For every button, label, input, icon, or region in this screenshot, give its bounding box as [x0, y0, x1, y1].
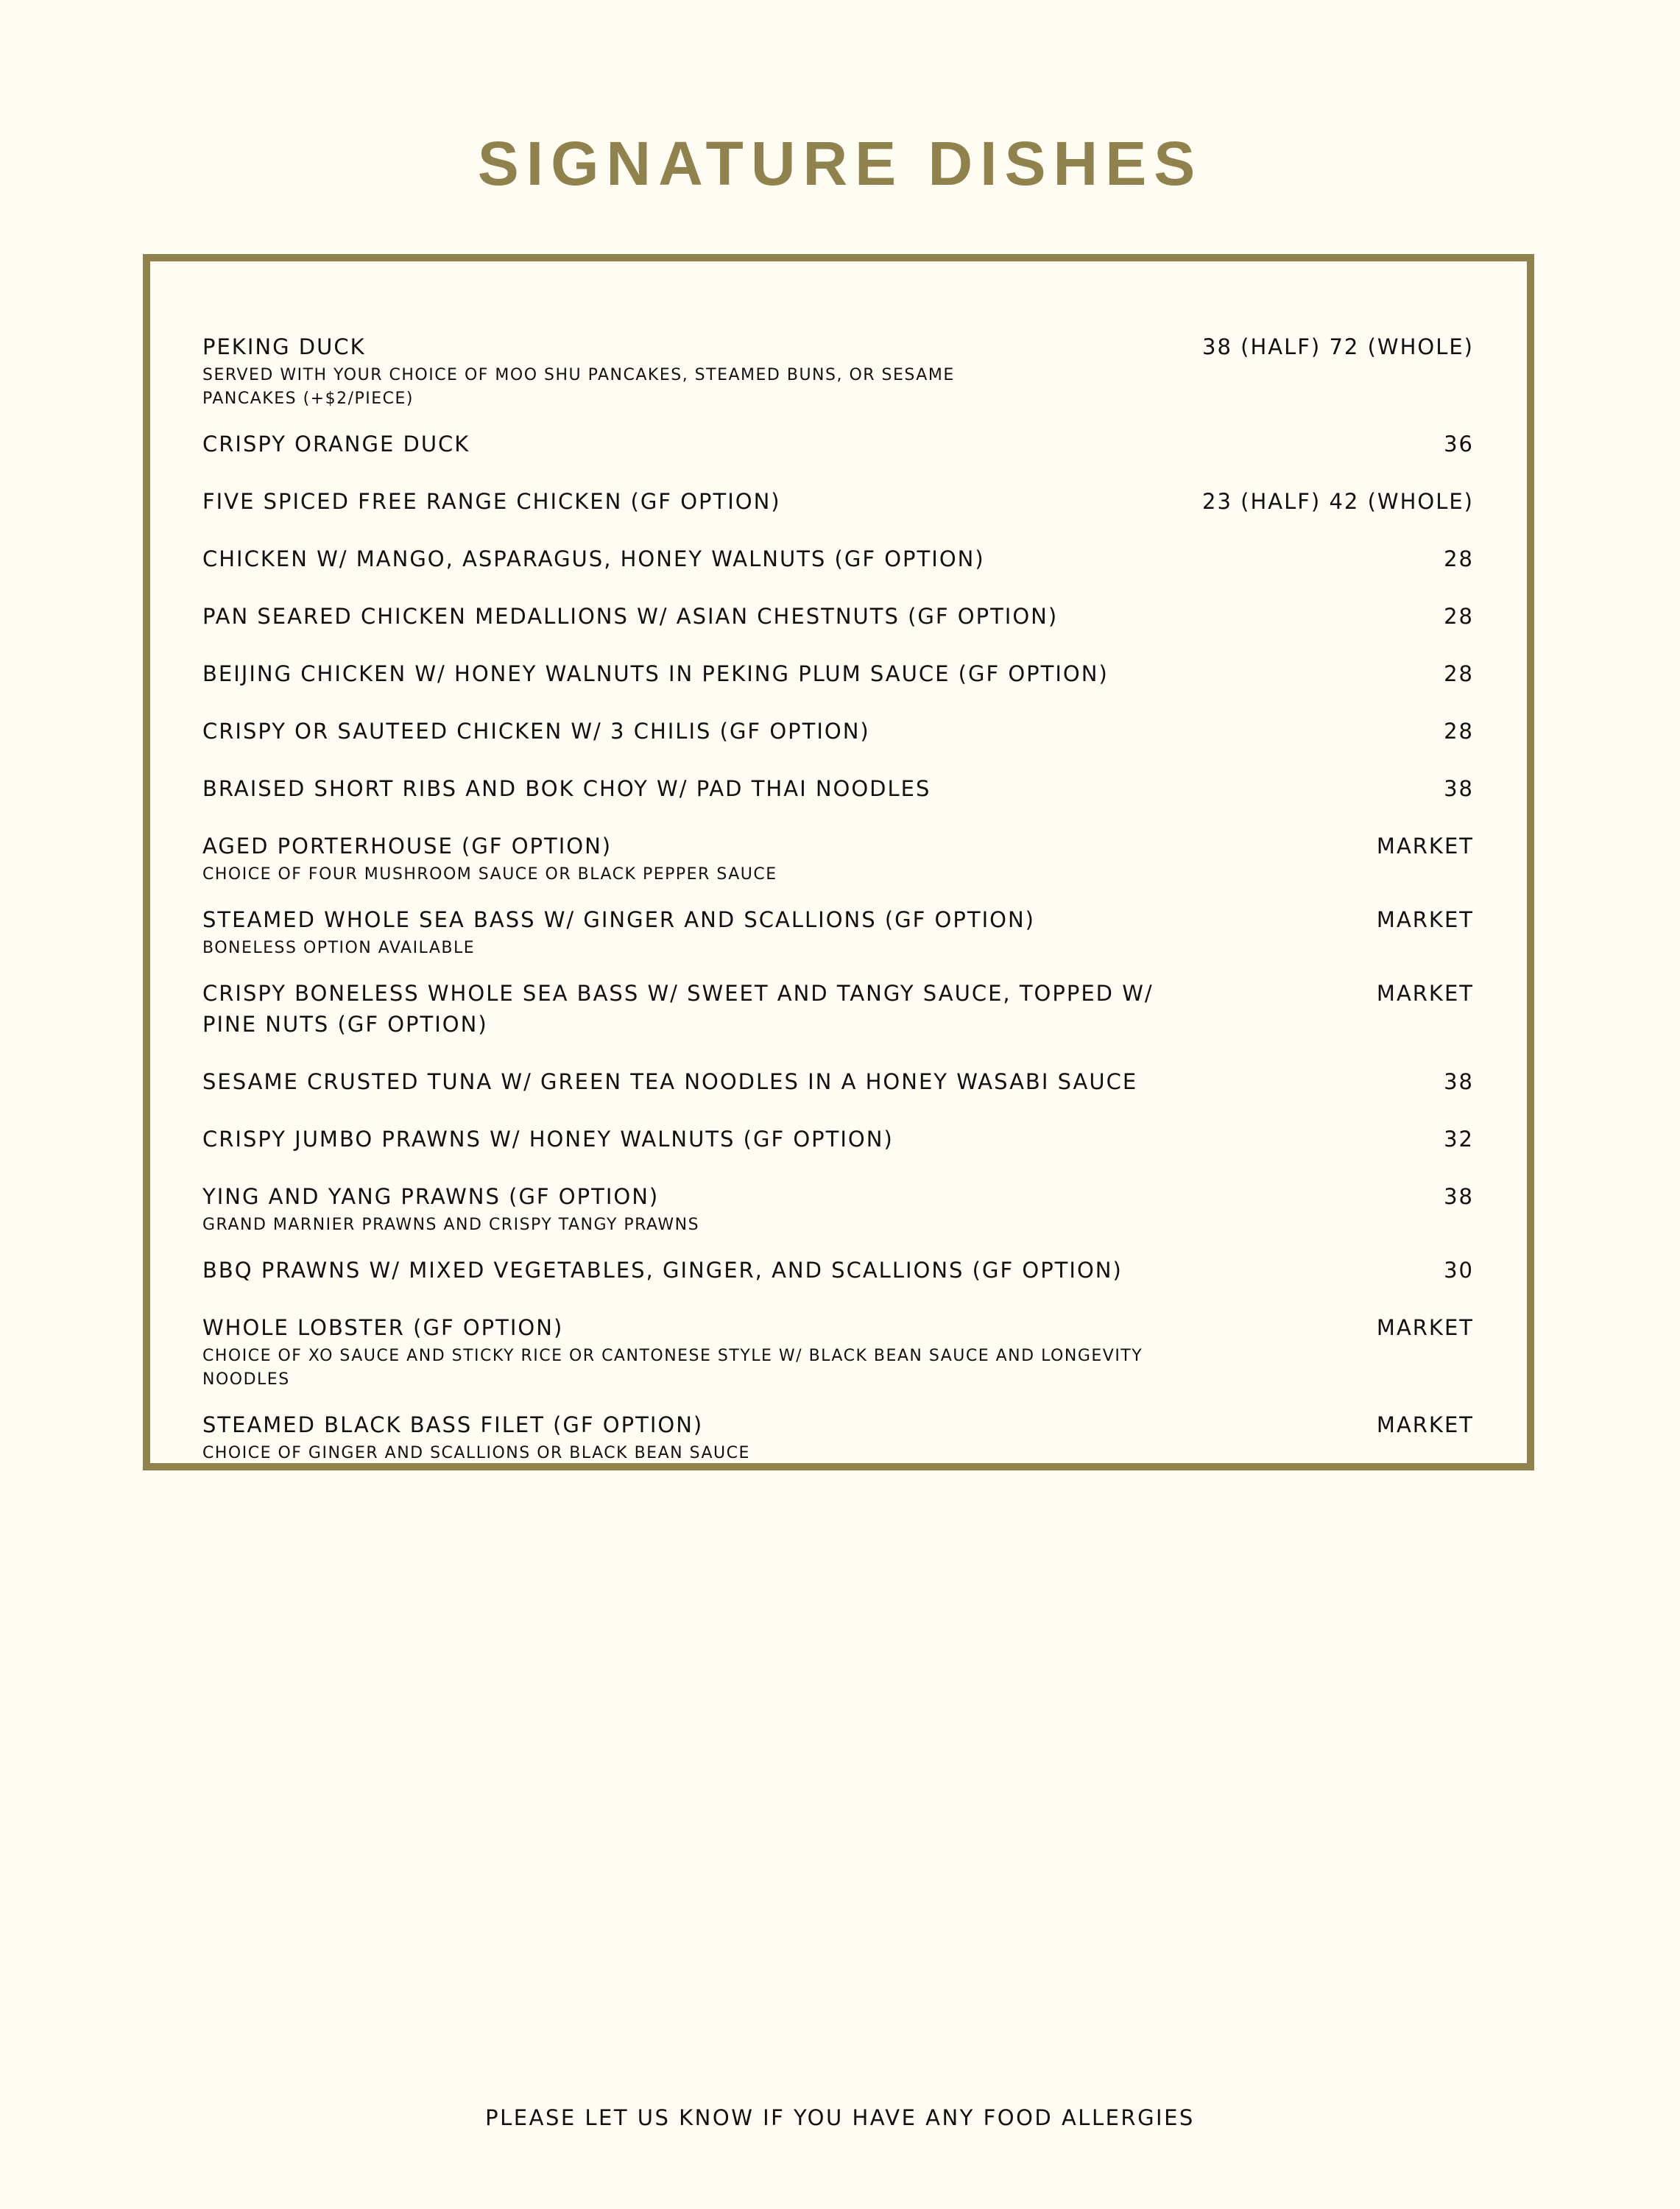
menu-item [202, 331, 1474, 411]
item-name: CHICKEN W/ MANGO, ASPARAGUS, HONEY WALNUTS (GF OPTION) [202, 546, 985, 571]
menu-item-list [202, 331, 1474, 1483]
menu-item [202, 904, 1474, 960]
item-price: 28 [1444, 546, 1474, 571]
menu-item [202, 716, 1474, 747]
menu-item [202, 486, 1474, 517]
menu-item [202, 429, 1474, 459]
item-description: SERVED WITH YOUR CHOICE OF MOO SHU PANCAKES, STEAMED BUNS, OR SESAME PANCAKES (+$2/PIECE) [202, 366, 955, 408]
item-price: 36 [1444, 431, 1474, 457]
item-price: 38 (HALF) 72 (WHOLE) [1202, 334, 1474, 359]
menu-item [202, 1255, 1474, 1286]
item-price: 38 [1444, 1069, 1474, 1094]
item-name: BBQ PRAWNS W/ MIXED VEGETABLES, GINGER, AND SCALLIONS (GF OPTION) [202, 1258, 1123, 1283]
menu-item [202, 773, 1474, 804]
item-description: CHOICE OF GINGER AND SCALLIONS OR BLACK BEAN SAUCE [202, 1444, 750, 1462]
item-name: STEAMED BLACK BASS FILET (GF OPTION) [202, 1412, 704, 1437]
item-name: BRAISED SHORT RIBS AND BOK CHOY W/ PAD THAI NOODLES [202, 776, 931, 801]
item-price: 28 [1444, 719, 1474, 744]
item-price: 38 [1444, 776, 1474, 801]
menu-item [202, 831, 1474, 887]
item-name: CRISPY JUMBO PRAWNS W/ HONEY WALNUTS (GF OPTION) [202, 1127, 894, 1152]
item-name: YING AND YANG PRAWNS (GF OPTION) [202, 1184, 660, 1209]
menu-item [202, 1066, 1474, 1097]
item-name: CRISPY ORANGE DUCK [202, 431, 470, 457]
menu-title: SIGNATURE DISHES [477, 129, 1203, 198]
menu-item [202, 1409, 1474, 1465]
menu-item [202, 601, 1474, 632]
item-price: MARKET [1376, 981, 1474, 1006]
item-price: 32 [1444, 1127, 1474, 1152]
item-price: MARKET [1376, 834, 1474, 859]
item-name: STEAMED WHOLE SEA BASS W/ GINGER AND SCALLIONS (GF OPTION) [202, 907, 1035, 932]
menu-item [202, 978, 1474, 1040]
item-price: MARKET [1376, 1315, 1474, 1340]
item-name: PEKING DUCK [202, 334, 366, 359]
item-description: BONELESS OPTION AVAILABLE [202, 939, 476, 957]
menu-item [202, 1124, 1474, 1155]
menu-item [202, 1312, 1474, 1392]
menu-item [202, 543, 1474, 574]
item-name: WHOLE LOBSTER (GF OPTION) [202, 1315, 564, 1340]
menu-item [202, 658, 1474, 689]
item-name: CRISPY OR SAUTEED CHICKEN W/ 3 CHILIS (GF OPTION) [202, 719, 870, 744]
item-name: PAN SEARED CHICKEN MEDALLIONS W/ ASIAN CHESTNUTS (GF OPTION) [202, 604, 1059, 629]
item-description: CHOICE OF FOUR MUSHROOM SAUCE OR BLACK PEPPER SAUCE [202, 865, 777, 884]
item-price: 38 [1444, 1184, 1474, 1209]
item-price: MARKET [1376, 907, 1474, 932]
item-name: FIVE SPICED FREE RANGE CHICKEN (GF OPTION) [202, 489, 781, 514]
menu-item [202, 1181, 1474, 1237]
item-price: MARKET [1376, 1412, 1474, 1437]
item-description: GRAND MARNIER PRAWNS AND CRISPY TANGY PRAWNS [202, 1216, 700, 1234]
item-price: 28 [1444, 604, 1474, 629]
item-name: AGED PORTERHOUSE (GF OPTION) [202, 834, 613, 859]
item-price: 23 (HALF) 42 (WHOLE) [1202, 489, 1474, 514]
item-price: 30 [1444, 1258, 1474, 1283]
item-description: CHOICE OF XO SAUCE AND STICKY RICE OR CANTONESE STYLE W/ BLACK BEAN SAUCE AND LONGEVITY NOODLES [202, 1347, 1143, 1389]
item-name: SESAME CRUSTED TUNA W/ GREEN TEA NOODLES IN A HONEY WASABI SAUCE [202, 1069, 1138, 1094]
item-name: BEIJING CHICKEN W/ HONEY WALNUTS IN PEKING PLUM SAUCE (GF OPTION) [202, 661, 1109, 686]
allergy-notice: PLEASE LET US KNOW IF YOU HAVE ANY FOOD ALLERGIES [485, 2105, 1195, 2130]
item-name: CRISPY BONELESS WHOLE SEA BASS W/ SWEET AND TANGY SAUCE, TOPPED W/ PINE NUTS (GF OPTION) [202, 981, 1154, 1037]
item-price: 28 [1444, 661, 1474, 686]
